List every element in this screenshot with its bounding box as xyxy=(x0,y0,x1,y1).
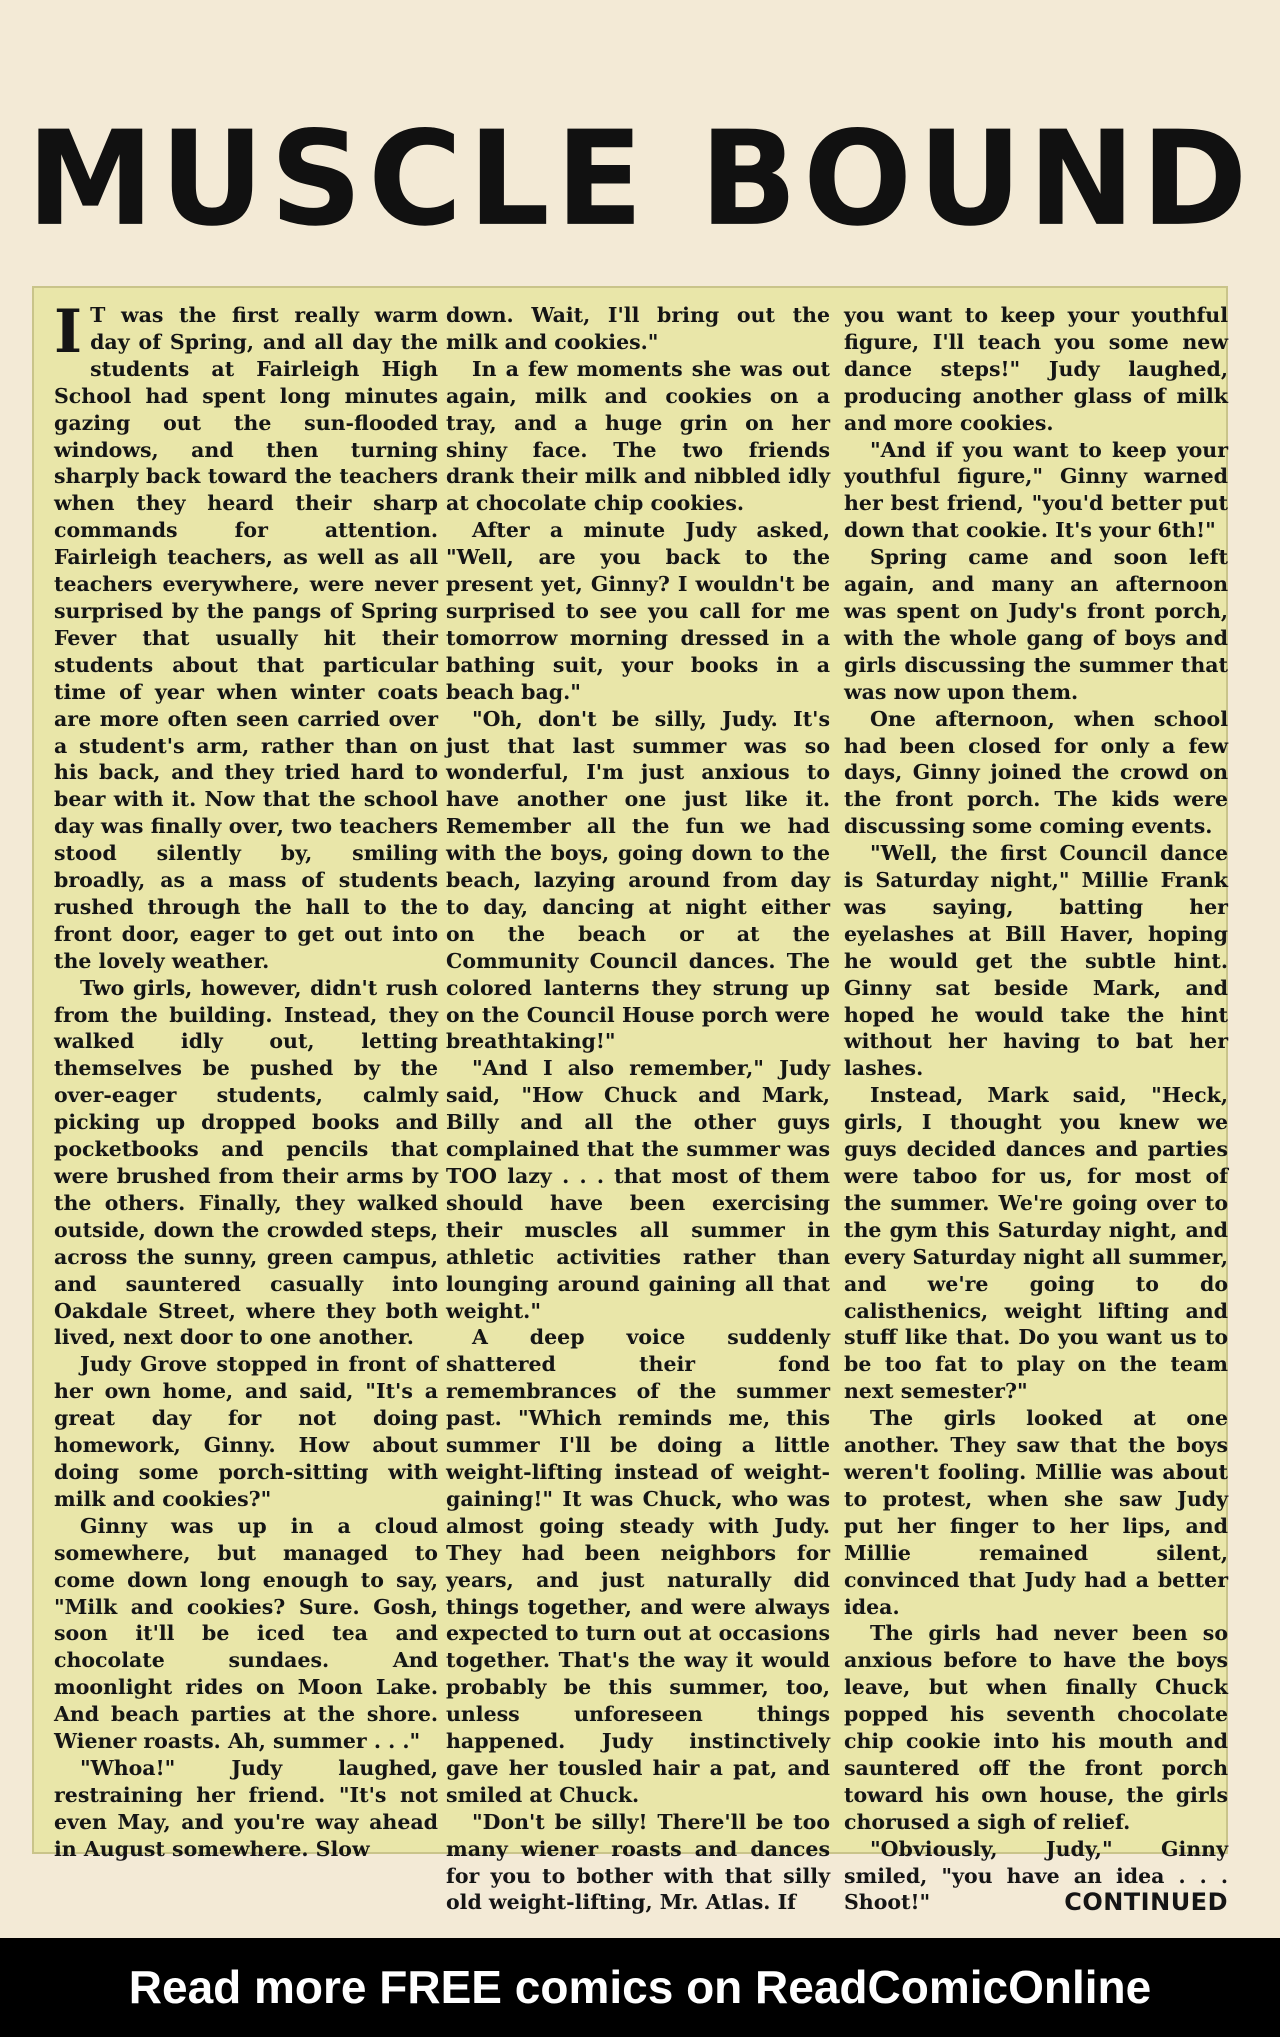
paragraph: "Well, the first Council dance is Saturday night," Millie Frank was saying, batting her eyelashes at Bill Haver, hoping he would get the subtle hint. Ginny sat beside Mark, and hoped he would take the hint without her having to bat her lashes. xyxy=(844,841,1228,1081)
drop-cap: I xyxy=(54,297,83,367)
paragraph: After a minute Judy asked, "Well, are you back to the present yet, Ginny? I wouldn't be surprised to see you call for me tomorrow morning dressed in a bathing suit, your books in a beach bag." xyxy=(446,518,830,704)
text-panel xyxy=(32,286,1228,1917)
paragraph: A deep voice suddenly shattered their fond remembrances of the summer past. "Which reminds me, this summer I'll be doing a little weight-lifting instead of weight-gaining!" It was Chuck, who was almost going steady with Judy. They had been neighbors for years, and just naturally did things together, and were always expected to turn out at occasions together. That's the way it would probably be this summer, too, unless unforeseen things happened. Judy instinctively gave her tousled hair a pat, and smiled at Chuck. xyxy=(446,1325,830,1807)
paragraph: Two girls, however, didn't rush from the building. Instead, they walked idly out, letting themselves be pushed by the over-eager students, calmly picking up dropped books and pocketbooks and pencils that were brushed from their arms by the others. Finally, they walked outside, down the crowded steps, across the sunny, green campus, and sauntered casually into Oakdale Street, where they both lived, next door to one another. xyxy=(54,975,438,1350)
continued-label: CONTINUED xyxy=(1064,1888,1228,1917)
paragraph: In a few moments she was out again, milk and cookies on a tray, and a huge grin on her shiny face. The two friends drank their milk and nibbled idly at chocolate chip cookies. xyxy=(446,356,830,516)
paragraph: down. Wait, I'll bring out the milk and cookies." xyxy=(446,303,830,354)
paragraph: One afternoon, when school had been closed for only a few days, Ginny joined the crowd on the front porch. The kids were discussing some coming events. xyxy=(844,706,1228,839)
paragraph: you want to keep your youthful figure, I'll teach you some new dance steps!" Judy laughed, producing another glass of milk and more cookies. xyxy=(844,303,1228,435)
paragraph: "And I also remember," Judy said, "How Chuck and Mark, Billy and all the other guys complained that the summer was TOO lazy . . . that most of them should have been exercising their muscles all summer in athletic activities rather than lounging around gaining all that weight." xyxy=(446,1056,830,1323)
story-title: MUSCLE BOUND xyxy=(26,103,1254,256)
paragraph: Judy Grove stopped in front of her own home, and said, "It's a great day for not doing homework, Ginny. How about doing some porch-sitting with milk and cookies?" xyxy=(54,1352,438,1511)
paragraph: Ginny was up in a cloud somewhere, but managed to come down long enough to say, "Milk and cookies? Sure. Gosh, soon it'll be iced tea and chocolate sundaes. And moonlight rides on Moon Lake. And beach parties at the shore. Wiener roasts. Ah, summer . . ." xyxy=(54,1513,438,1754)
paragraph: "Don't be silly! There'll be too many wiener roasts and dances for you to bother with that silly old weight-lifting, Mr. Atlas. If xyxy=(446,1809,830,1915)
paragraph: The girls looked at one another. They saw that the boys weren't fooling. Millie was about to protest, when she saw Judy put her finger to her lips, and Millie remained silent, convinced that Judy had a better idea. xyxy=(844,1406,1228,1619)
text-column-2 xyxy=(446,302,830,1916)
paragraph: "And if you want to keep your youthful figure," Ginny warned her best friend, "you'd better put down that cookie. It's your 6th!" xyxy=(844,437,1228,543)
paragraph: I T was the first really warm day of Spring, and all day the students at Fairleigh High School had spent long minutes gazing out the sun-flooded windows, and then turning sharply back toward the teachers when they heard their sharp commands for attention. Fairleigh teachers, as well as all teachers everywhere, were never surprised by the pangs of Spring Fever that usually hit their students about that particular time of year when winter coats are more often seen carried over a student's arm, rather than on his back, and they tried hard to bear with it. Now that the school day was finally over, two teachers stood silently by, smiling broadly, as a mass of students rushed through the hall to the front door, eager to get out into the lovely weather. xyxy=(54,297,438,973)
paragraph: Spring came and soon left again, and many an afternoon was spent on Judy's front porch, with the whole gang of boys and girls discussing the summer that was now upon them. xyxy=(844,545,1228,704)
paragraph: "Whoa!" Judy laughed, restraining her friend. "It's not even May, and you're way ahead in August somewhere. Slow xyxy=(54,1755,438,1861)
text-column-3 xyxy=(844,302,1228,1916)
text-column-1 xyxy=(54,297,438,1863)
paragraph: Instead, Mark said, "Heck, girls, I thought you knew we guys decided dances and parties were taboo for us, for most of the summer. We're going over to the gym this Saturday night, and every Saturday night all summer, and we're going to do calisthenics, weight lifting and stuff like that. Do you want us to be too fat to play on the team next semester?" xyxy=(844,1083,1228,1404)
paragraph: "Obviously, Judy," Ginny smiled, "you have an idea . . . Shoot!" xyxy=(844,1836,1228,1915)
paragraph: The girls had never been so anxious before to have the boys leave, but when finally Chuck popped his seventh chocolate chip cookie into his mouth and sauntered off the front porch toward his own house, the girls chorused a sigh of relief. xyxy=(844,1621,1228,1834)
promo-banner-link[interactable]: Read more FREE comics on ReadComicOnline xyxy=(0,1938,1280,2037)
paragraph: "Oh, don't be silly, Judy. It's just that last summer was so wonderful, I'm just anxious to have another one just like it. Remember all the fun we had with the boys, going down to the beach, lazying around from day to day, dancing at night either on the beach or at the Community Council dances. The colored lanterns they strung up on the Council House porch were breathtaking!" xyxy=(446,706,830,1054)
